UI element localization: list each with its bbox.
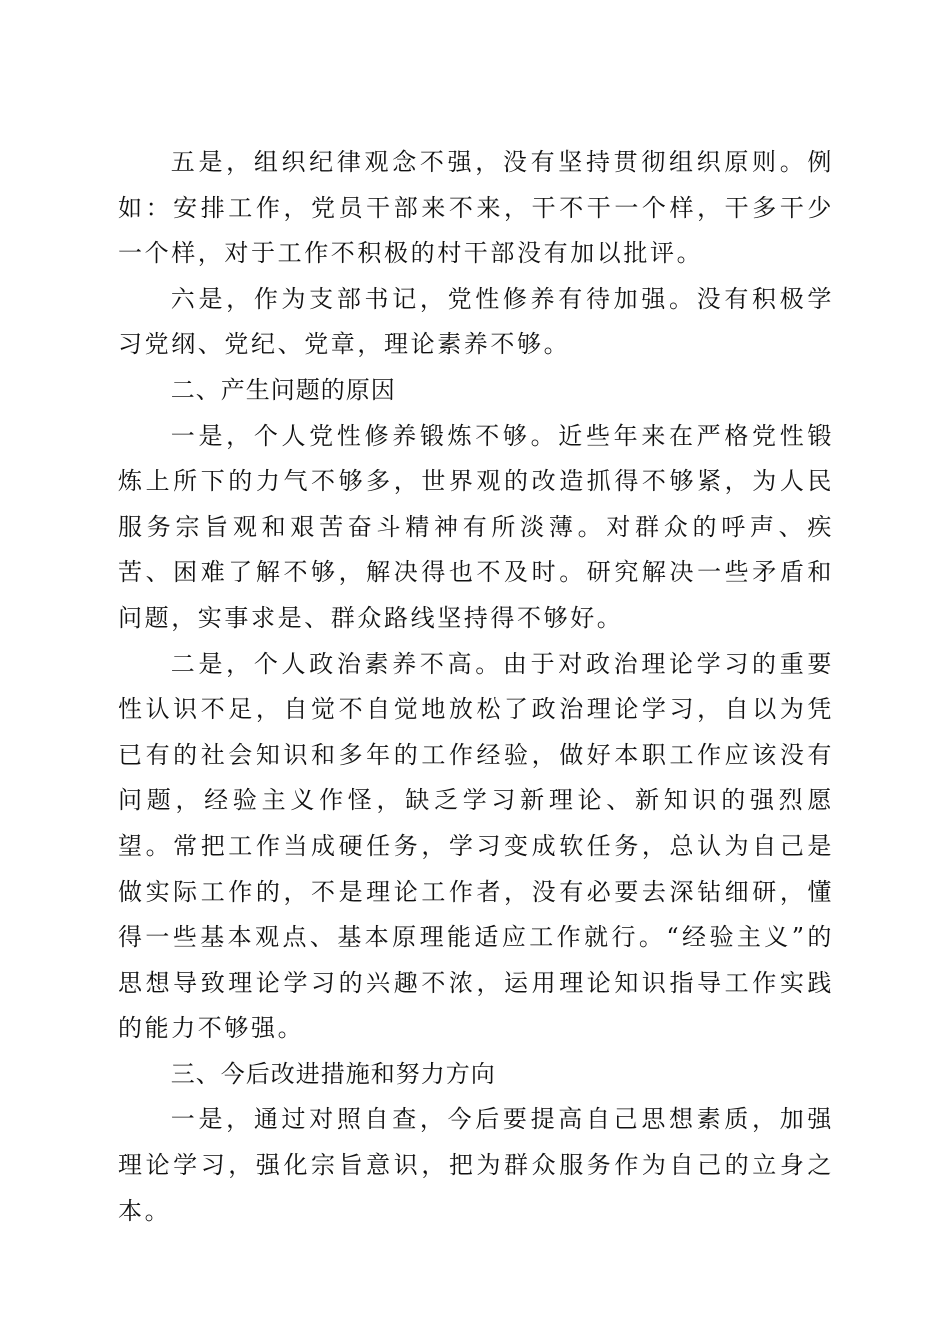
paragraph-point-five: 五是，组织纪律观念不强，没有坚持贯彻组织原则。例如：安排工作，党员干部来不来，干不干一个样，干多干少一个样，对于工作不积极的村干部没有加以批评。: [118, 148, 834, 268]
paragraph-cause-two: 二是，个人政治素养不高。由于对政治理论学习的重要性认识不足，自觉不自觉地放松了政治理论学习，自以为凭已有的社会知识和多年的工作经验，做好本职工作应该没有问题，经验主义作怪，缺乏学习新理论、新知识的强烈愿望。常把工作当成硬任务，学习变成软任务，总认为自己是做实际工作的，不是理论工作者，没有必要去深钻细研，懂得一些基本观点、基本原理能适应工作就行。“经验主义”的思想导致理论学习的兴趣不浓，运用理论知识指导工作实践的能力不够强。: [118, 649, 834, 1043]
paragraph-point-six: 六是，作为支部书记，党性修养有待加强。没有积极学习党纲、党纪、党章，理论素养不够。: [118, 284, 834, 359]
document-page: [118, 140, 834, 1234]
section-heading-improvements: 三、今后改进措施和努力方向: [170, 1059, 496, 1088]
section-heading-causes: 二、产生问题的原因: [170, 375, 396, 404]
paragraph-improvement-one: 一是，通过对照自查，今后要提高自己思想素质，加强理论学习，强化宗旨意识，把为群众服务作为自己的立身之本。: [118, 1105, 834, 1225]
paragraph-cause-one: 一是，个人党性修养锻炼不够。近些年来在严格党性锻炼上所下的力气不够多，世界观的改造抓得不够紧，为人民服务宗旨观和艰苦奋斗精神有所淡薄。对群众的呼声、疾苦、困难了解不够，解决得也不及时。研究解决一些矛盾和问题，实事求是、群众路线坚持得不够好。: [118, 421, 834, 632]
